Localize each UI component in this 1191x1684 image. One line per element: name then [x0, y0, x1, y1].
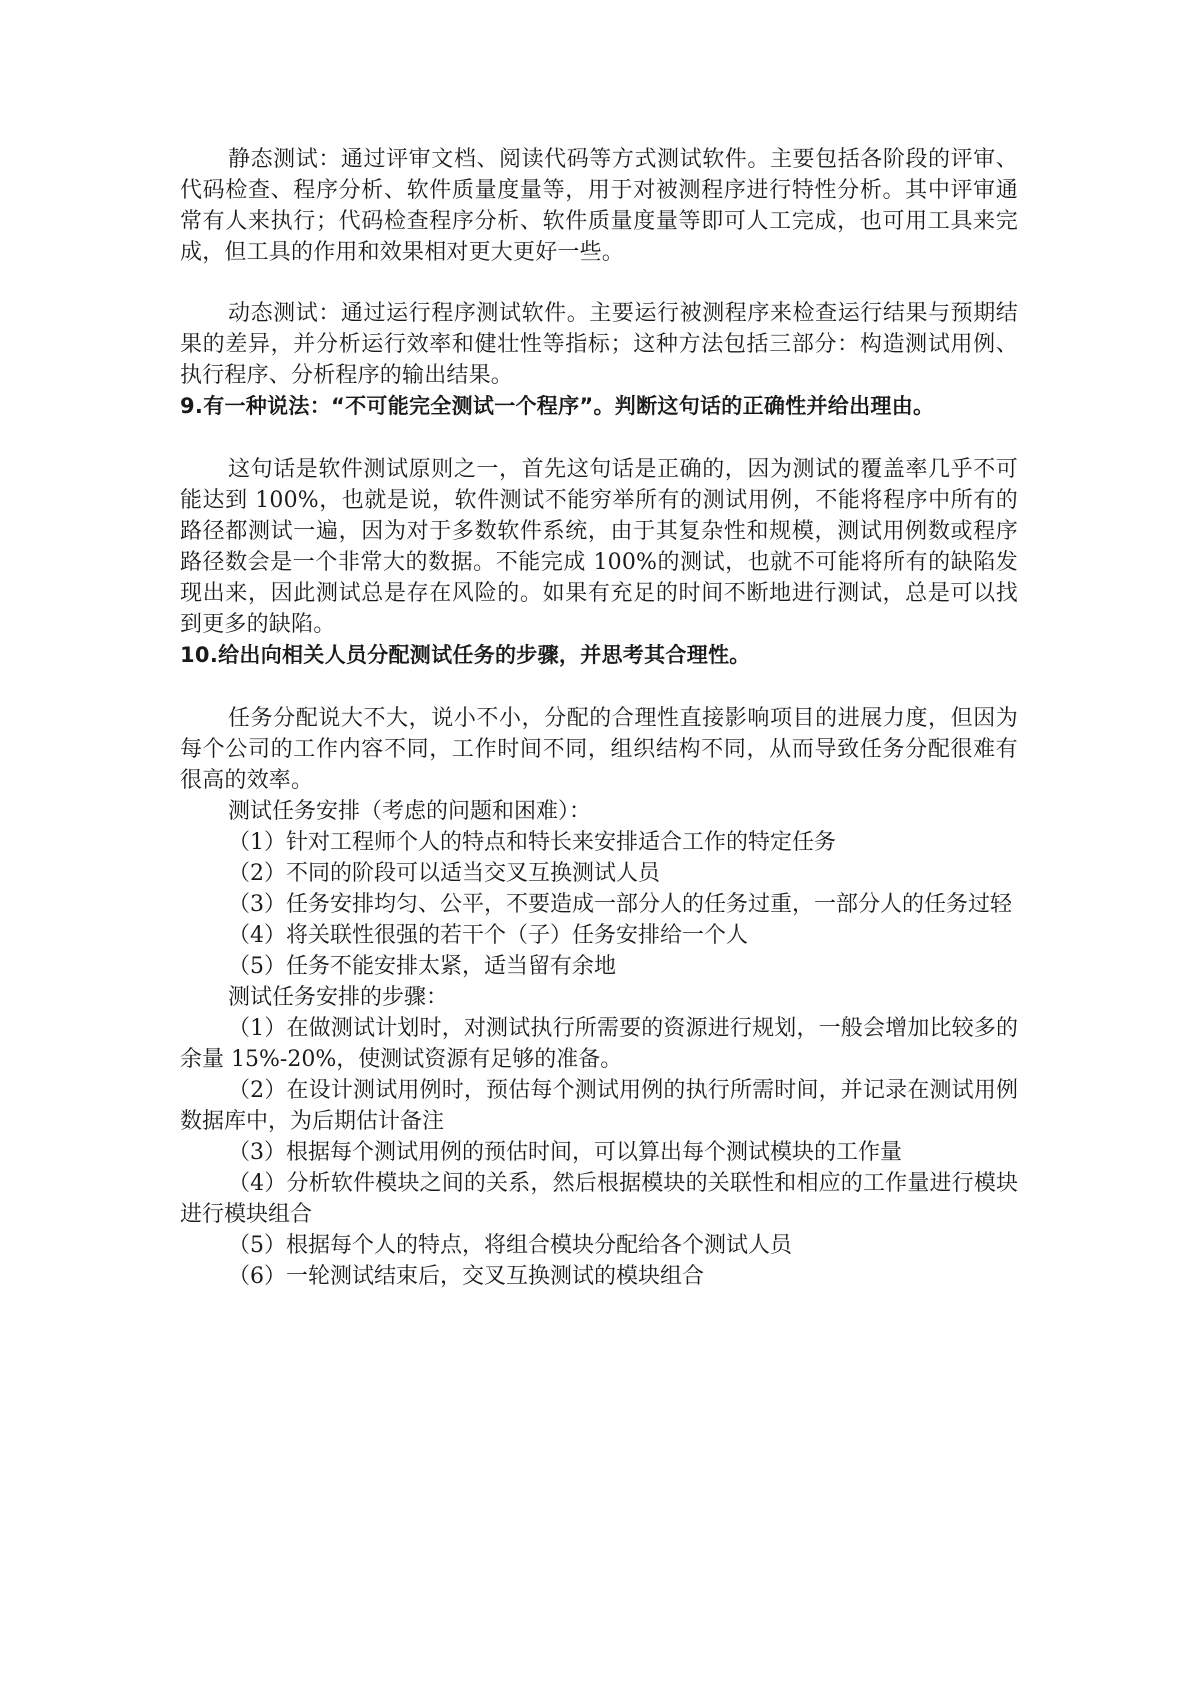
steps-title: 测试任务安排的步骤： [228, 985, 449, 1010]
static-testing-paragraph: 静态测试：通过评审文档、阅读代码等方式测试软件。主要包括各阶段的评审、代码检查、程序分析、软件质量度量等，用于对被测程序进行特性分析。其中评审通常有人来执行；代码检查程序分析、软件质量度量等即可人工完成，也可用工具来完成，但工具的作用和效果相对更大更好一些。 [180, 147, 1018, 265]
consideration-item: （2）不同的阶段可以适当交叉互换测试人员 [228, 861, 660, 886]
step-item: （2）在设计测试用例时，预估每个测试用例的执行所需时间，并记录在测试用例数据库中，为后期估计备注 [180, 1078, 1018, 1134]
question-9-heading: 9.有一种说法：“不可能完全测试一个程序”。判断这句话的正确性并给出理由。 [180, 394, 935, 418]
consideration-item: （5）任务不能安排太紧，适当留有余地 [228, 954, 616, 979]
step-item: （6）一轮测试结束后，交叉互换测试的模块组合 [228, 1264, 704, 1289]
question-9-answer: 这句话是软件测试原则之一，首先这句话是正确的，因为测试的覆盖率几乎不可能达到 100%，也就是说，软件测试不能穷举所有的测试用例，不能将程序中所有的路径都测试一遍，因为对于多数软件系统，由于其复杂性和规模，测试用例数或程序路径数会是一个非常大的数据。不能完成 100%的测试，也就不可能将所有的缺陷发现出来，因此测试总是存在风险的。如果有充足的时间不断地进行测试，总是可以找到更多的缺陷。 [180, 457, 1018, 637]
document-page [180, 144, 1018, 1292]
step-item: （1）在做测试计划时，对测试执行所需要的资源进行规划，一般会增加比较多的余量 15%-20%，使测试资源有足够的准备。 [180, 1016, 1018, 1072]
dynamic-testing-paragraph: 动态测试：通过运行程序测试软件。主要运行被测程序来检查运行结果与预期结果的差异，并分析运行效率和健壮性等指标；这种方法包括三部分：构造测试用例、执行程序、分析程序的输出结果。 [180, 301, 1018, 388]
question-10-intro: 任务分配说大不大，说小不小，分配的合理性直接影响项目的进展力度，但因为每个公司的工作内容不同，工作时间不同，组织结构不同，从而导致任务分配很难有很高的效率。 [180, 706, 1018, 793]
consideration-item: （1）针对工程师个人的特点和特长来安排适合工作的特定任务 [228, 830, 836, 855]
question-10-heading: 10.给出向相关人员分配测试任务的步骤，并思考其合理性。 [180, 643, 751, 667]
consideration-item: （3）任务安排均匀、公平，不要造成一部分人的任务过重，一部分人的任务过轻 [228, 892, 1012, 917]
consideration-item: （4）将关联性很强的若干个（子）任务安排给一个人 [228, 923, 748, 948]
step-item: （4）分析软件模块之间的关系，然后根据模块的关联性和相应的工作量进行模块进行模块组合 [180, 1171, 1018, 1227]
step-item: （5）根据每个人的特点，将组合模块分配给各个测试人员 [228, 1233, 792, 1258]
step-item: （3）根据每个测试用例的预估时间，可以算出每个测试模块的工作量 [228, 1140, 902, 1165]
considerations-title: 测试任务安排（考虑的问题和困难）： [228, 799, 592, 824]
